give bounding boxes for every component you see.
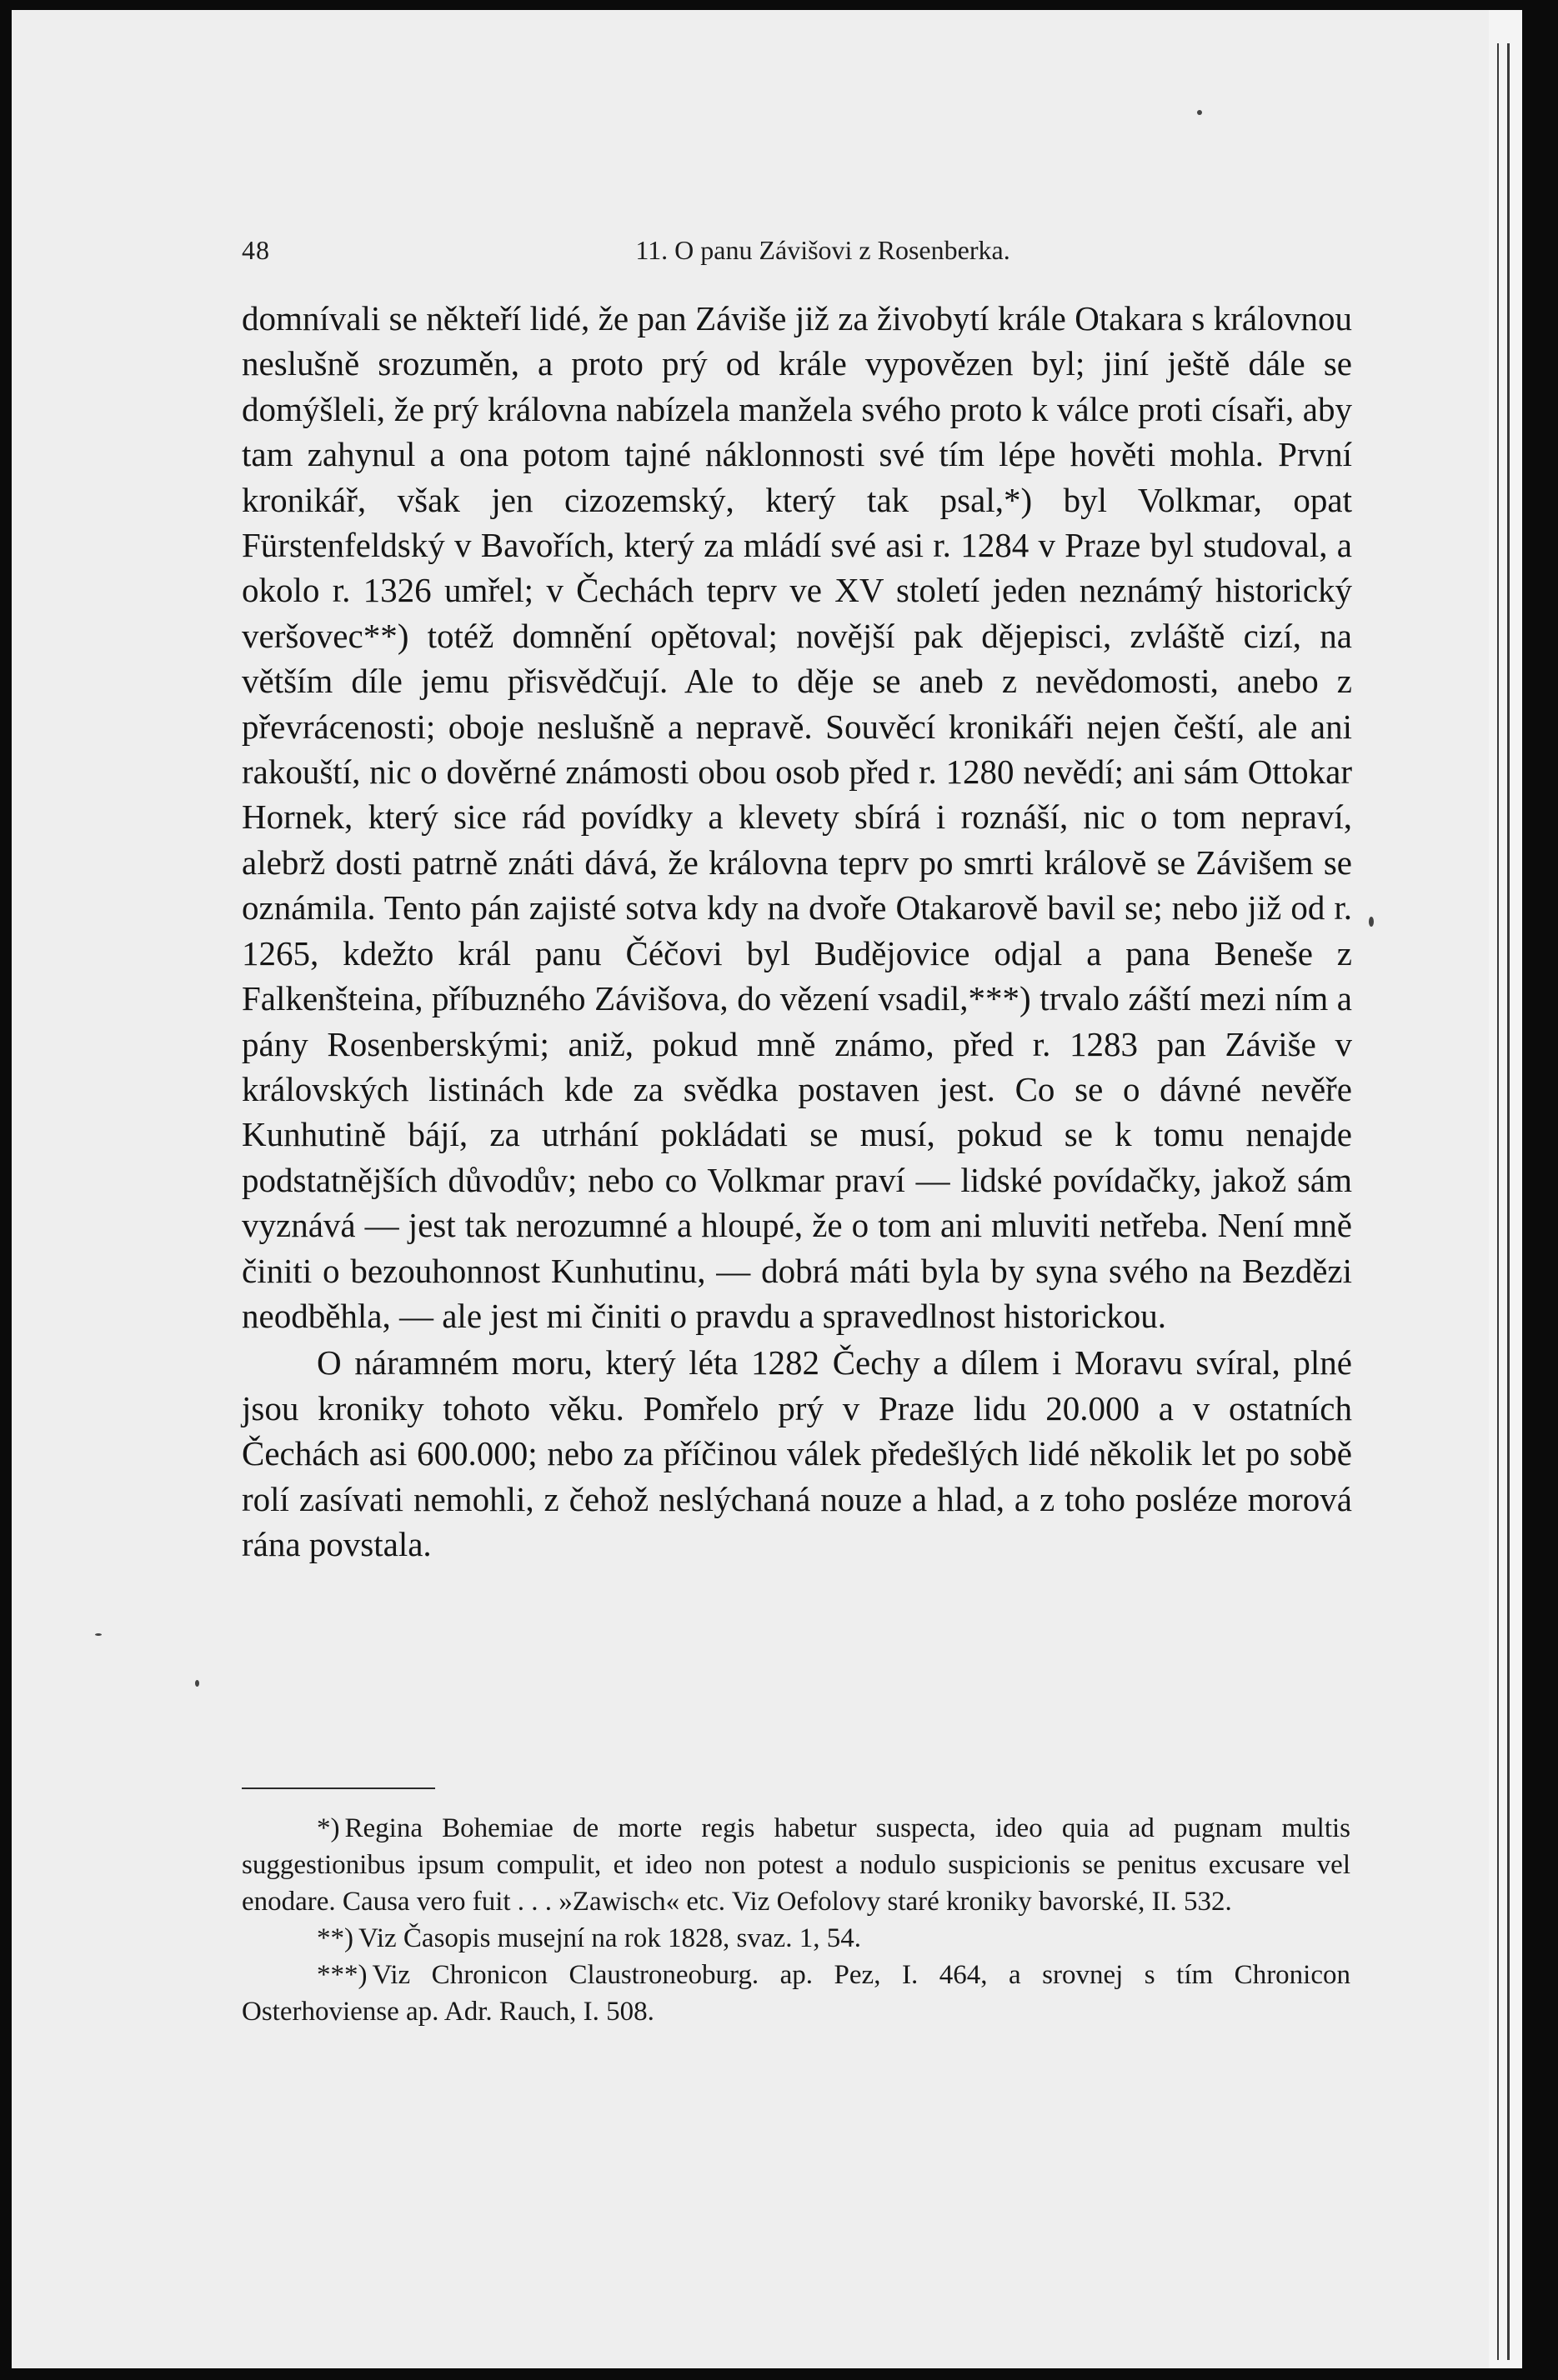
running-title: 11. O panu Závišovi z Rosenberka.	[635, 235, 1010, 265]
scan-speck	[195, 1680, 199, 1687]
footnote	[242, 1920, 1350, 1957]
footnote-marker: **)	[317, 1923, 353, 1953]
footnote-text: Regina Bohemiae de morte regis habetur suspecta, ideo quia ad pugnam multis suggestionibus ipsum compulit, et ideo non potest a nodulo suspicionis se penitus excusare vel enodare. Causa vero fuit . . . »Zawisch« etc. Viz Oefolovy staré kroniky bavorské, II. 532.	[242, 1813, 1350, 1917]
footnote-separator	[242, 1788, 435, 1789]
scan-speck	[1197, 110, 1202, 115]
page-edge	[1489, 10, 1522, 2368]
book-page	[12, 10, 1522, 2368]
footnotes	[242, 1810, 1350, 2030]
main-text	[242, 296, 1352, 1567]
scan-speck	[95, 1633, 102, 1636]
footnote-text: Viz Časopis musejní na rok 1828, svaz. 1, 54.	[358, 1923, 861, 1953]
paragraph: domnívali se někteří lidé, že pan Záviše již za živobytí krále Otakara s královnou neslušně srozuměn, a proto prý od krále vypovězen byl; jiní ještě dále se domýšleli, že prý královna nabízela manžela svého proto k válce proti císaři, aby tam zahynul a ona potom tajné náklonnosti své tím lépe hověti mohla. První kronikář, však jen cizozemský, který tak psal,*) byl Volkmar, opat Fürstenfeldský v Bavořích, který za mládí své asi r. 1284 v Praze byl studoval, a okolo r. 1326 umřel; v Čechách teprv ve XV století jeden neznámý historický veršovec**) totéž domnění opětoval; novější pak dějepisci, zvláště cizí, na větším díle jemu přisvědčují. Ale to děje se aneb z nevědomosti, anebo z převrácenosti; oboje neslušně a nepravě. Souvěcí kronikáři nejen čeští, ale ani rakouští, nic o dověrné známosti obou osob před r. 1280 nevědí; ani sám Ottokar Hornek, který sice rád povídky a klevety sbírá i roznáší, nic o tom nepraví, alebrž dosti patrně znáti dává, že královna teprv po smrti královĕ se Závišem se oznámila. Tento pán zajisté sotva kdy na dvoře Otakarově bavil se; nebo již od r. 1265, kdežto král panu Čéčovi byl Budějovice odjal a pana Beneše z Falkenšteina, příbuzného Závišova, do vězení vsadil,***) trvalo záští mezi ním a pány Rosenberskými; aniž, pokud mně známo, před r. 1283 pan Záviše v královských listinách kde za svědka postaven jest. Co se o dávné nevěře Kunhutině bájí, za utrhání pokládati se musí, pokud se k tomu nenajde podstatnějších důvodův; nebo co Volkmar praví — lidské povídačky, jakož sám vyznává — jest tak nerozumné a hloupé, že o tom ani mluviti netřeba. Není mně činiti o bezouhonnost Kunhutinu, — dobrá máti byla by syna svého na Bezdězi neodběhla, — ale jest mi činiti o pravdu a spravedlnost historickou.	[242, 299, 1352, 1335]
scan-speck	[1369, 917, 1374, 927]
edge-line	[1497, 43, 1499, 2360]
page-header	[242, 225, 1354, 275]
footnote	[242, 1957, 1350, 2030]
page-number: 48	[242, 235, 270, 265]
footnote	[242, 1810, 1350, 1920]
edge-line	[1507, 43, 1510, 2360]
paragraph: O náramném moru, který léta 1282 Čechy a dílem i Moravu svíral, plné jsou kroniky tohoto věku. Pomřelo prý v Praze lidu 20.000 a v ostatních Čechách asi 600.000; nebo za příčinou válek předešlých lidé několik let po sobě rolí zasívati nemohli, z čehož neslýchaná nouze a hlad, a z toho posléze morová rána povstala.	[242, 1343, 1352, 1563]
footnote-text: Viz Chronicon Claustroneoburg. ap. Pez, I. 464, a srovnej s tím Chronicon Osterhoviense ap. Adr. Rauch, I. 508.	[242, 1960, 1350, 2027]
footnote-marker: ***)	[317, 1960, 368, 1990]
footnote-marker: *)	[317, 1813, 340, 1843]
